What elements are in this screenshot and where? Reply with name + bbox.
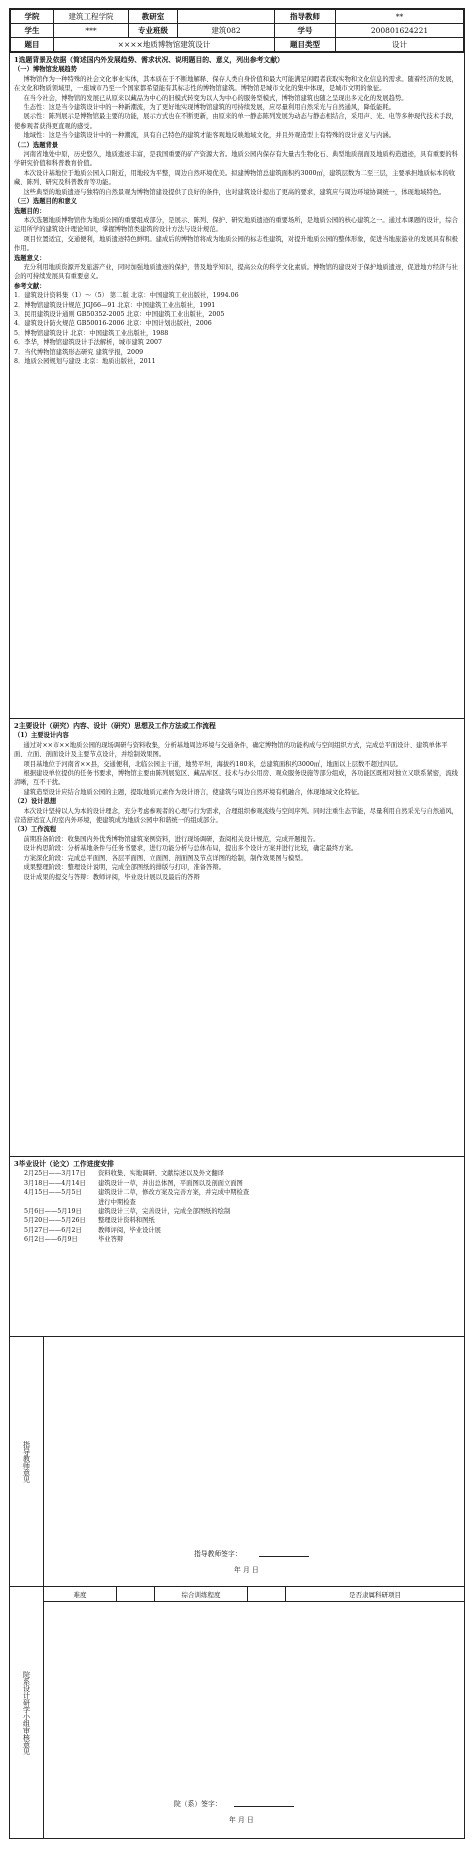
schedule-task: 建筑设计二草，修改方案及完善方案，并完成中期检查 [98,1189,250,1197]
background-paragraph: 展示性：陈列展示是博物馆最主要的功能，展示方式也在不断更新，由原来的单一静态陈列发展为动态与静态相结合，采用声、光、电等多种现代技术手段，使参观者获得更直观的感受。 [14,113,458,130]
section-schedule-title: 3毕业设计（论文）工作进度安排 [14,1160,114,1168]
college-review-box [10,1586,464,1838]
topic-type-value: 设计 [336,38,464,52]
content-paragraph: 方案深化阶段：完成总平面图、各层平面图、立面图、剖面图及节点详图的绘制，制作效果图与模型。 [23,854,307,862]
content-paragraph: （3）工作流程 [14,826,57,834]
major-label: 专业班级 [129,24,178,38]
background-paragraph: （三）选题目的和意义 [14,198,77,206]
content-paragraph: （2）设计思想 [14,798,57,806]
schedule-list [14,1169,460,1244]
background-paragraph: 3．民用建筑设计通则 GB50352-2005 北京：中国建筑工业出版社，2005 [14,310,225,318]
advisor-label: 指导教师 [275,10,336,24]
advisor-signature-line [259,1556,309,1557]
background-paragraph: 4．建筑设计防火规范 GB50016-2006 北京：中国计划出版社，2006 [14,320,212,328]
college-label: 学院 [11,10,54,24]
student-value: *** [54,24,129,38]
schedule-dates: 5月27日——6月2日 [24,1226,82,1234]
schedule-dates: 2月25日——3月17日 [24,1170,86,1178]
schedule-task: 毕业答辩 [98,1236,124,1244]
background-paragraph: 参考文献： [14,282,46,290]
schedule-row [14,1235,460,1244]
schedule-dates [14,1198,98,1207]
background-paragraph: 2．博物馆建筑设计规范 JGJ66—91 北京：中国建筑工业出版社，1991 [14,301,216,309]
background-paragraph: 生态性：这是当今建筑设计中的一种新潮流，为了更好地实现博物馆建筑的可持续发展，应尽量利用自然采光与自然通风，降低能耗。 [23,104,395,112]
content-paragraph: 项目基地位于河南省××县，交通便利，北临公园主干道，地势平坦，海拔约180米，总建筑面积约3000㎡，地面以上层数不超过四层。 [23,760,403,768]
section-background [10,52,464,718]
background-paragraph: 6．李华，博物馆建筑设计手法解析，城市建筑 2007 [14,339,162,347]
background-paragraph: 充分利用地质资源开发旅游产业，同时加强地质遗迹的保护，普及地学知识，提高公众的科学文化素质。博物馆的建设对于保护地质遗迹，促进地方经济与社会的可持续发展具有重要意义。 [14,263,458,281]
advisor-opinion-area [44,1337,464,1586]
schedule-dates: 3月18日——4月14日 [24,1179,86,1187]
criteria-research: 是否隶属科研项目 [286,1587,465,1602]
section-background-title: 1选题背景及依据（简述国内外发展趋势、需求状况、说明题目的、意义，列出参考文献） [14,56,284,64]
schedule-task: 整理设计资料和图纸 [98,1217,155,1225]
background-paragraph: 8．地质公园规划与建设 北京：地质出版社，2011 [14,358,156,365]
student-label: 学生 [11,24,54,38]
background-paragraph: 在当今社会，博物馆的发展已从原来以藏品为中心的旧模式转变为以人为中心的服务型模式，博物馆建筑也随之呈现出多元化的发展趋势。 [23,94,408,102]
section-content [10,718,464,1156]
content-paragraph: 通过对××市××地质公园的现场调研与资料收集，分析基地周边环境与交通条件，确定博物馆的功能构成与空间组织方式，完成总平面设计、建筑单体平面、立面、剖面设计及主要节点设计，并绘制效果图。 [14,741,448,759]
schedule-task: 建筑设计一草，并出总体图，平面图以及剖面立面图 [98,1179,243,1187]
content-paragraph: 设计构思阶段：分析基地条件与任务书要求，进行功能分析与总体布局，提出多个设计方案并进行比较，确定最终方案。 [23,845,358,853]
major-value: 建筑082 [178,24,275,38]
schedule-dates: 4月15日——5月5日 [24,1189,82,1197]
topic-label: 题目 [11,38,54,52]
office-value [178,10,275,24]
schedule-dates: 6月2日——6月9日 [24,1236,78,1244]
background-paragraph: 本次设计基地位于地质公园入口附近，用地较为平整，周边自然环境优美。拟建博物馆总建筑面积约3000㎡，建筑层数为二至三层，主要承担地质标本的收藏、陈列、研究及科普教育等功能。 [14,169,456,187]
background-paragraph: 博物馆作为一种特殊的社会文化事业实体，其本质在于不断地解释、保存人类自身价值和最大可能满足闲暇者获取实物和文化信息的需求。随着经济的发展，在文化和物质领域里，一座城市乃至一个国家都希望能有其标志性的博物馆建筑。博物馆是城市文化的集中体现，是城市文明的象征。 [14,75,458,93]
background-paragraph: 项目位置适宜，交通便利，地质遗迹特色鲜明。建成后的博物馆将成为地质公园的标志性建筑，对提升地质公园的整体形象，促进当地旅游业的发展具有积极作用。 [14,235,458,253]
content-paragraph: （1）主要设计内容 [14,732,69,740]
schedule-row [14,1179,460,1188]
section-content-title: 2主要设计（研究）内容、设计（研究）思想及工作方法或工作流程 [14,722,216,730]
content-paragraph: 设计成果的提交与答辩：教师评阅，毕业设计展以及最后的答辩 [23,873,200,881]
college-review-label: 院系设计研学小组审核意见 [10,1587,44,1838]
criteria-training-value [248,1587,286,1602]
college-signature-label: 院（系）签字： [174,1800,222,1808]
section-schedule [10,1156,464,1336]
content-paragraph: 根据建设单位提供的任务书要求，博物馆主要由陈列展览区、藏品库区、技术与办公用房、观众服务设施等部分组成，各功能区既相对独立又联系紧密，流线清晰，互不干扰。 [14,770,458,787]
advisor-signature-label: 指导教师签字： [194,1550,242,1558]
schedule-row [14,1207,460,1216]
review-criteria-table [44,1587,464,1602]
content-paragraph: 本次设计坚持以人为本的设计理念，充分考虑参观者的心理与行为需求，合理组织参观流线与空间序列。同时注重生态节能，尽量利用自然采光与自然通风，营造舒适宜人的室内外环境，使建筑成为地质公园中和谐统一的组成部分。 [14,807,458,825]
criteria-difficulty: 难度 [44,1587,117,1602]
criteria-difficulty-value [117,1587,155,1602]
college-signature-date: 年 月 日 [229,1816,254,1824]
background-paragraph: 1．建筑设计资料集（1）～（5） 第二版 北京：中国建筑工业出版社，1994.06 [14,292,239,300]
content-paragraph: 前期准备阶段：收集国内外优秀博物馆建筑案例资料，进行现场调研，查阅相关设计规范，完成开题报告。 [23,835,320,843]
college-review-area [44,1587,464,1838]
section-content-body [14,731,460,882]
background-paragraph: 这些典型的地质遗迹与独特的自然景观为博物馆建设提供了良好的条件，也对建筑设计提出了更高的要求，建筑应与周边环境协调统一，体现地域特色。 [23,188,446,196]
student-id-value: 200801624221 [336,24,464,38]
schedule-dates: 5月20日——5月26日 [24,1217,86,1225]
background-paragraph: 5．博物馆建筑设计 北京：中国建筑工业出版社，1988 [14,329,169,337]
background-paragraph: （二）选题背景 [14,141,59,149]
schedule-task: 建筑设计三草，完善设计，完成全部图纸的绘制 [98,1208,231,1216]
office-label: 教研室 [129,10,178,24]
schedule-row [14,1198,460,1207]
schedule-task: 教师评阅，毕业设计展 [98,1226,161,1234]
schedule-row [14,1226,460,1235]
student-id-label: 学号 [275,24,336,38]
background-paragraph: 河南省地处中原，历史悠久，地质遗迹丰富，是我国重要的矿产资源大省。地质公园内保存有大量古生物化石、典型地质剖面及地质构造遗迹，具有重要的科学研究价值和科普教育价值。 [14,151,458,168]
task-form [9,8,465,1839]
advisor-signature-date: 年 月 日 [234,1566,259,1574]
section-background-body [14,65,460,366]
schedule-row [14,1169,460,1178]
advisor-opinion-label: 指导教师意见 [10,1337,44,1586]
content-paragraph: 建筑造型设计应结合地质公园的主题，提取地质元素作为设计语言，使建筑与周边自然环境有机融合，体现地域文化特征。 [23,788,364,796]
topic-value: ××××地质博物馆建筑设计 [54,38,275,52]
schedule-dates: 5月6日——5月19日 [24,1208,82,1216]
schedule-row [14,1216,460,1225]
schedule-task: 进行中期检查 [98,1198,136,1206]
background-paragraph: 本次选题地质博物馆作为地质公园的重要组成部分，是展示、陈列、保护、研究地质遗迹的重要场所，是地质公园的核心建筑之一。通过本课题的设计，综合运用所学的建筑设计理论知识，掌握博物馆类建筑的设计方法与设计规范。 [14,216,458,234]
content-paragraph: 成果整理阶段：整理设计说明，完成全部图纸的排版与打印，准备答辩。 [23,864,225,872]
advisor-opinion-box [10,1336,464,1586]
advisor-value: ** [336,10,464,24]
background-paragraph: 选题意义： [14,254,46,262]
schedule-row [14,1188,460,1197]
criteria-training: 综合训练程度 [155,1587,248,1602]
topic-type-label: 题目类型 [275,38,336,52]
background-paragraph: 7．当代博物馆建筑形态研究 建筑学报，2009 [14,348,144,356]
college-signature-line [234,1806,294,1807]
background-paragraph: （一）博物馆发展趋势 [14,66,77,74]
college-value: 建筑工程学院 [54,10,129,24]
background-paragraph: 地域性：这是当今建筑设计中的一种潮流，具有自己特色的建筑才能客观地反映地域文化，并且外观造型上有特殊的设计意义与内涵。 [23,132,395,140]
header-table [10,9,464,52]
background-paragraph: 选题目的： [14,207,46,215]
schedule-task: 资料收集、实地调研、文献综述以及外文翻译 [98,1170,224,1178]
